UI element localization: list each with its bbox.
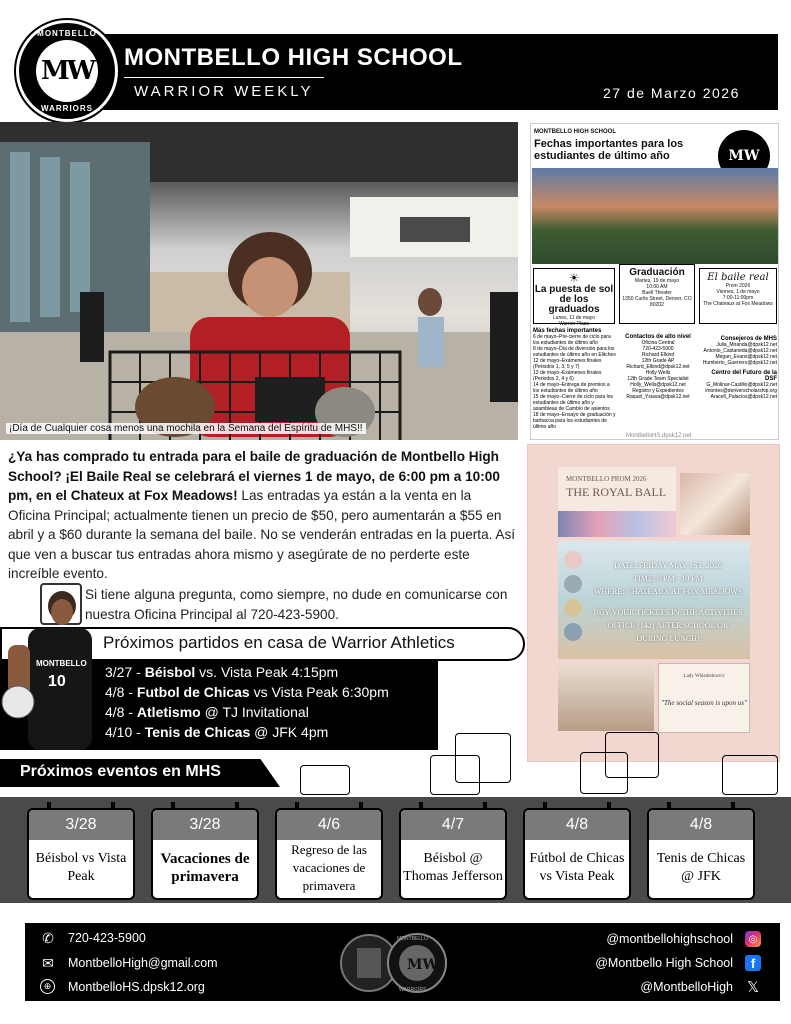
more-dates-column [533, 328, 617, 430]
game-item [105, 684, 389, 700]
sunset-box [533, 268, 615, 327]
event-label: Béisbol vs Vista Peak [35, 851, 127, 884]
contact-line: Holly Wells [645, 370, 671, 376]
logo-arc-bottom: WARRIORS [41, 104, 93, 113]
ball-place: The Chateaux at Fox Meadows [703, 301, 773, 307]
more-dates-title: Más fechas importantes [533, 328, 602, 334]
crest-shield [357, 948, 381, 978]
game-date: 4/10 - [105, 724, 145, 740]
swatch-blue [564, 575, 582, 593]
prom-details-card [558, 541, 750, 659]
facebook-icon[interactable]: f [745, 955, 761, 971]
event-date: 4/7 [401, 810, 505, 840]
event-label: Fútbol de Chicas vs Vista Peak [529, 851, 625, 884]
main-photo [0, 122, 518, 440]
event-label: Regreso de las vacaciones de primavera [291, 842, 367, 893]
game-date: 4/8 - [105, 704, 137, 720]
deco-square [300, 765, 350, 795]
more-date-item: 14 de mayo–Entrega de premios a los estudiantes de último año [533, 382, 610, 394]
prom-article [8, 447, 516, 584]
event-card [27, 808, 135, 900]
footer-logos [335, 932, 455, 994]
card-name: Lady Whistledown's [683, 674, 725, 679]
contact-line: Richard Elkind [641, 352, 675, 358]
game-date: 4/8 - [105, 684, 137, 700]
swatch-pink [564, 551, 582, 569]
counselor-email: Julia_Miranda@dpsk12.net [716, 342, 777, 348]
prom-article-body: Las entradas ya están a la venta en la Oficina Principal; actualmente tienen un precio de $50, pero aumentarán a $55 en abril y a $60 durante la semana del baile. No se venderán entradas en la puerta. Así que ven a buscar tus entradas ahora mismo y asegúrate de no perderte este increíble evento. [8, 488, 516, 581]
x-icon[interactable]: 𝕏 [746, 979, 760, 996]
flyer-footer-url: MontbelloHS.dpsk12.net [626, 433, 692, 439]
deco-square [722, 755, 778, 795]
contact-line: 12th Grade Team Specialist [627, 376, 689, 382]
main-photo-illustration [0, 122, 518, 440]
contacts-column [619, 334, 697, 400]
soccer-player-photo [0, 590, 98, 750]
prom-tickets: BUY YOUR TICKETS IN THE ACTIVITIES OFFICE (142) AFTER SCHOOL OR DURING LUNCH! [593, 608, 743, 643]
phone-icon: ✆ [42, 929, 54, 946]
dsf-title: Centro del Futuro de la DSF [711, 370, 777, 382]
game-sport: Atletismo [136, 704, 201, 720]
event-card [647, 808, 755, 900]
ball-date: Viernes, 1 de mayo [716, 289, 760, 295]
contact-line: Oficina Central [641, 340, 675, 346]
graduation-box [619, 264, 695, 324]
contact-line: 720-423-5900 [642, 346, 674, 352]
contact-line: Registro y Expedientes [632, 388, 684, 394]
sunset-place: Warrior Plaza [558, 321, 590, 327]
deco-square [580, 752, 628, 794]
counselor-email: Humberto_Guerrero@dpsk12.net [702, 360, 777, 366]
whistledown-card [658, 663, 750, 733]
card-quote: "The social season is upon us" [661, 699, 747, 707]
event-date: 3/28 [29, 810, 133, 840]
school-logo [14, 18, 120, 124]
counselors-column [699, 336, 777, 400]
more-date-item: 15 de mayo–Cierre de ciclo para los estudiantes de último año y asambleas de Cambio de asientos [533, 394, 614, 412]
game-details: @ JFK 4pm [250, 724, 329, 740]
game-sport: Béisbol [144, 664, 196, 680]
sunset-title: La puesta de sol de los graduados [534, 284, 614, 315]
graduation-time: 10:00 AM [646, 284, 668, 290]
game-details: vs. Vista Peak 4:15pm [195, 664, 339, 680]
counselors-title: Consejeros de MHS [720, 336, 777, 342]
jersey-name: MONTBELLO [36, 659, 87, 668]
footer-facebook[interactable]: @Montbello High School [595, 956, 733, 970]
footer-logo-bottom: WARRIORS [399, 987, 427, 993]
flyer-school-name: MONTBELLO HIGH SCHOOL [534, 129, 616, 135]
athletics-title: Próximos partidos en casa de Warrior Athletics [103, 633, 455, 652]
graduation-address: 1350 Curtis Street, Denver, CO 80202 [622, 296, 692, 308]
jersey-number: 10 [48, 673, 66, 690]
logo-arc-top: MONTBELLO [37, 29, 97, 38]
prom-heading: THE ROYAL BALL [566, 485, 667, 499]
prom-details-text [592, 559, 744, 645]
more-date-item: 6 de mayo–Pre-cierre de ciclo para los estudiantes de último año [533, 334, 611, 346]
more-date-item: 12 de mayo–Exámenes finales (Periodos 1, 3, 5 y 7) [533, 358, 602, 370]
royal-ball-box [699, 268, 777, 324]
more-date-item: 8 de mayo–Día de diversión para los estudiantes de último año en Elitches [533, 346, 616, 358]
ball-subtitle: Prom 2026 [725, 283, 751, 289]
prom-date: DATE: FRIDAY MAY 1ST, 2026 [614, 561, 722, 570]
questions-note: Si tiene alguna pregunta, como siempre, no dude en comunicarse con nuestra Oficina Principal al 720-423-5900. [85, 587, 508, 622]
photo-caption: ¡Día de Cualquier cosa menos una mochila en la Semana del Espíritu de MHS!! [6, 423, 366, 434]
event-date: 4/8 [525, 810, 629, 840]
event-card [275, 808, 383, 900]
globe-icon: ⊕ [40, 979, 55, 994]
instagram-icon[interactable]: ◎ [745, 931, 761, 947]
contacts-title: Contactos de alto nivel [625, 334, 691, 340]
events-title: Próximos eventos en MHS [20, 763, 221, 780]
footer-logo-top: MONTBELLO [397, 936, 428, 942]
flowers-image [558, 511, 676, 537]
game-item [105, 724, 328, 740]
graduation-title: Graduación [629, 267, 685, 278]
school-title: MONTBELLO HIGH SCHOOL [124, 44, 463, 71]
ball-time: 7:00-11:00pm [722, 295, 754, 301]
graduation-date: Martes, 19 de mayo [634, 278, 680, 284]
game-details: @ TJ Invitational [200, 704, 309, 720]
title-divider [124, 77, 324, 78]
flyer-group-photo [532, 168, 779, 264]
dsf-email: G_Molinar-Castillo@dpsk12.net [706, 382, 777, 388]
prom-where: WHERE: CHATEAUX AT FOX MEADOWS [593, 587, 743, 596]
prom-flyer [527, 444, 780, 762]
game-item [105, 664, 338, 680]
game-sport: Tenis de Chicas [144, 724, 251, 740]
event-card [523, 808, 631, 900]
contact-line: Holly_Wells@dpsk12.net [630, 382, 686, 388]
footer-website[interactable]: MontbelloHS.dpsk12.org [68, 980, 205, 994]
issue-date: 27 de Marzo 2026 [603, 85, 740, 101]
sunset-icon: ☀ [568, 271, 580, 285]
more-date-item: 18 de mayo–Ensayo de graduación y barbacoa para los estudiantes de último año [533, 412, 616, 430]
swatch-slate [564, 623, 582, 641]
event-date: 4/6 [277, 810, 381, 840]
contact-line: Raquel_Ysiava@dpsk12.net [626, 394, 690, 400]
teacup-image [680, 473, 750, 535]
senior-dates-flyer [530, 123, 779, 440]
event-label: Tenis de Chicas @ JFK [656, 851, 746, 884]
event-label: Vacaciones de primavera [160, 851, 250, 885]
sunset-date: Lunes, 11 de mayo [552, 315, 596, 321]
prom-time: TIME: 6 PM - 10 PM [633, 574, 703, 583]
flyer-heading: Fechas importantes para los estudiantes de último año [534, 138, 684, 162]
ball-title: El baile real [707, 272, 769, 283]
deco-square [430, 755, 480, 795]
dsf-email: Aracell_Palacios@dpsk12.net [710, 394, 777, 400]
flyer-logo: MW [718, 130, 770, 182]
footer-x[interactable]: @MontbelloHigh [640, 980, 733, 994]
game-sport: Futbol de Chicas [136, 684, 250, 700]
prom-title-card [558, 467, 676, 537]
footer-phone[interactable]: 720-423-5900 [68, 931, 146, 945]
footer-instagram[interactable]: @montbellohighschool [606, 932, 733, 946]
event-label: Béisbol @ Thomas Jefferson [403, 851, 503, 884]
game-item [105, 704, 309, 720]
game-date: 3/27 - [105, 664, 145, 680]
more-date-item: 13 de mayo–Exámenes finales (Periodos 2, 4 y 6) [533, 370, 602, 382]
footer-monogram: MW [407, 957, 439, 973]
logo-monogram: MW [36, 40, 98, 102]
prom-article-lead: ¿Ya has comprado tu entrada para el baile de graduación de Montbello High School? ¡El Baile Real se celebrará el viernes 1 de mayo, de 6:00 pm a 10:00 pm, en el Chateux at Fox Meadows! [8, 449, 500, 503]
event-date: 3/28 [153, 810, 257, 840]
counselor-email: Antonio_Castaneda@dpsk12.net [703, 348, 777, 354]
dsf-email: imontes@denverscholarship.org [705, 388, 777, 394]
email-icon: ✉ [42, 954, 54, 971]
footer-email[interactable]: MontbelloHigh@gmail.com [68, 956, 218, 970]
contact-line: 12th Grade AP [641, 358, 675, 364]
event-card [399, 808, 507, 900]
counselor-email: Megan_Evans@dpsk12.net [715, 354, 777, 360]
graduation-place: Buell Theater [642, 290, 672, 296]
contact-line: Richard_Elkind@dpsk12.net [626, 364, 690, 370]
newsletter-name: WARRIOR WEEKLY [134, 83, 314, 100]
event-card [151, 808, 259, 900]
color-swatches [564, 551, 582, 641]
ballroom-image [558, 665, 654, 731]
game-details: vs Vista Peak 6:30pm [249, 684, 389, 700]
event-date: 4/8 [649, 810, 753, 840]
swatch-gold [564, 599, 582, 617]
prom-heading-small: MONTBELLO PROM 2026 [566, 475, 647, 483]
